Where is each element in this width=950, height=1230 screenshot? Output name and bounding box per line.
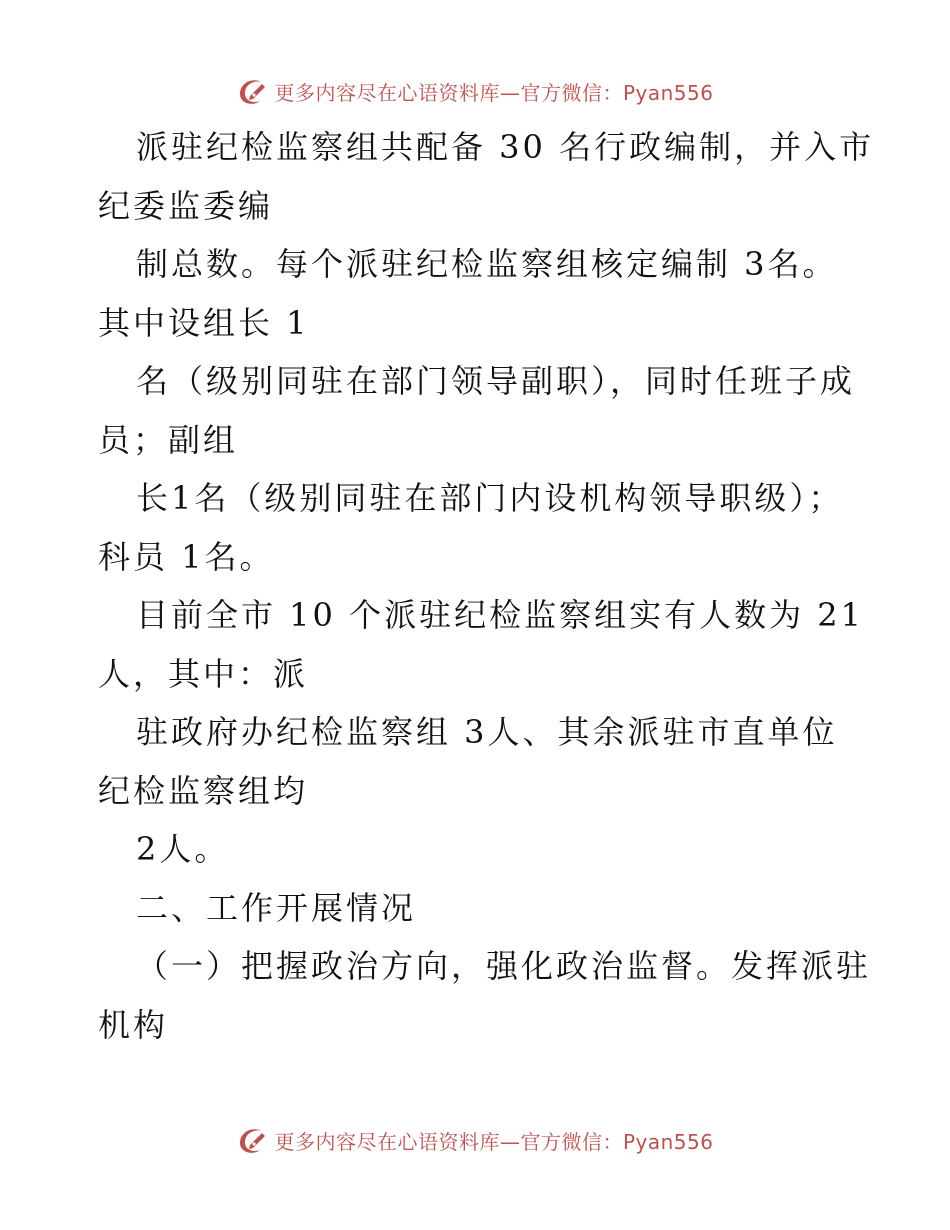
- text-line: 机构: [98, 1005, 169, 1044]
- text-line: 名（级别同驻在部门领导副职），同时任班子成: [136, 362, 856, 400]
- header-watermark-banner: [0, 71, 950, 111]
- text-line: 目前全市 10 个派驻纪检监察组实有人数为 21: [136, 596, 864, 634]
- pen-nib-swirl-icon: [236, 1123, 270, 1157]
- text-line: 纪委监委编: [98, 186, 274, 225]
- pen-nib-swirl-icon: [236, 74, 270, 108]
- document-body: [98, 118, 875, 1054]
- footer-watermark-banner: [0, 1120, 950, 1160]
- text-line: 驻政府办纪检监察组 3人、其余派驻市直单位: [136, 713, 838, 751]
- text-line: 科员 1名。: [98, 537, 275, 576]
- text-line: 其中设组长 1: [98, 303, 310, 342]
- text-line: 长1名（级别同驻在部门内设机构领导职级）；: [136, 479, 844, 517]
- text-line: （一）把握政治方向，强化政治监督。发挥派驻: [136, 947, 872, 985]
- text-line: 人，其中：派: [98, 654, 309, 693]
- text-line: 员；副组: [98, 420, 239, 459]
- text-line: 2人。: [136, 830, 230, 868]
- section-heading: 二、工作开展情况: [136, 888, 417, 927]
- text-line: 派驻纪检监察组共配备 30 名行政编制，并入市: [136, 128, 875, 166]
- watermark-text: 更多内容尽在心语资料库—官方微信：Pyan556: [274, 1129, 714, 1154]
- text-line: 制总数。每个派驻纪检监察组核定编制 3名。: [136, 245, 838, 283]
- text-line: 纪检监察组均: [98, 771, 309, 810]
- watermark-text: 更多内容尽在心语资料库—官方微信：Pyan556: [274, 80, 714, 105]
